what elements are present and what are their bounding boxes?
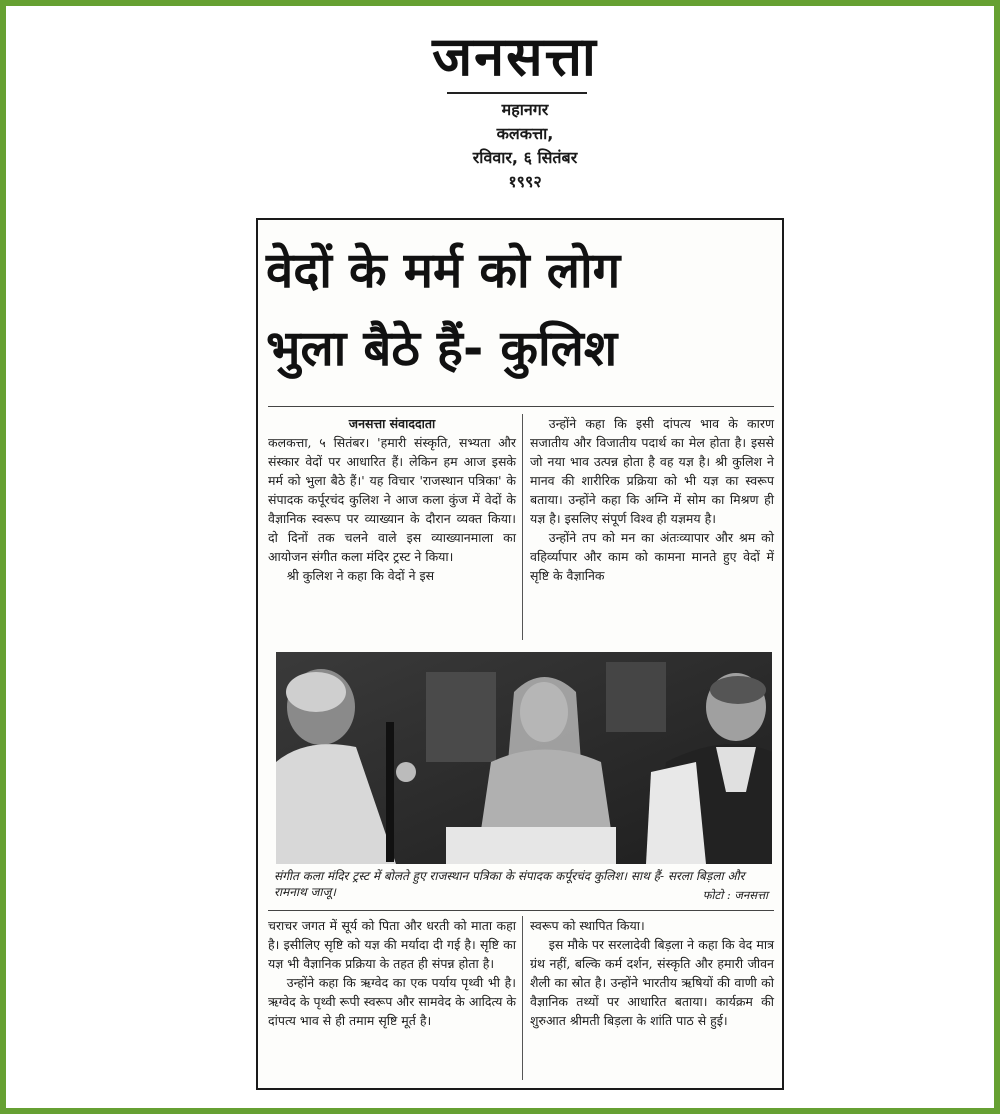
masthead-title: जनसत्ता [432,25,598,88]
dateline-city: कलकत्ता, [496,124,554,143]
headline-divider [268,406,774,407]
headline-line-2: भुला बैठे हैं- कुलिश [266,320,618,377]
photo-image [276,652,772,864]
paragraph: स्वरूप को स्थापित किया। [530,918,645,933]
dateline-section: महानगर [501,100,549,119]
column-bottom-right [530,916,774,1030]
article-clipping [256,218,784,1090]
dateline-year: १९९२ [508,172,542,191]
photo-caption: संगीत कला मंदिर ट्रस्ट में बोलते हुए राजस्थान पत्रिका के संपादक कर्पूरचंद कुलिश। साथ हैं- सरला बिड़ला और रामनाथ जाजू। [274,869,745,899]
paragraph: कलकत्ता, ५ सितंबर। 'हमारी संस्कृति, सभ्यता और संस्कार वेदों पर आधारित हैं। लेकिन हम आज इसके मर्म को भुला बैठे हैं।' यह विचार 'राजस्थान पत्रिका' के संपादक कर्पूरचंद कुलिश ने आज कला कुंज में वेदों के वैज्ञानिक स्वरूप पर व्याख्यान के दौरान व्यक्त किया। दो दिनों तक चलने वाले इस व्याख्यानमाला का आयोजन संगीत कला मंदिर ट्रस्ट ने किया। [268,435,516,564]
byline: जनसत्ता संवाददाता [348,416,436,431]
headline-line-1: वेदों के मर्म को लोग [266,242,621,299]
caption-divider [268,910,774,911]
article-headline [266,232,776,388]
masthead-rule [447,92,587,94]
article-photo [276,652,772,864]
dateline [430,98,620,194]
column-top-left [268,414,516,585]
dateline-date: रविवार, ६ सितंबर [472,148,578,167]
photo-credit: फोटो : जनसत्ता [702,888,768,902]
paragraph: उन्होंने कहा कि इसी दांपत्य भाव के कारण सजातीय और विजातीय पदार्थ का मेल होता है। इससे जो नया भाव उत्पन्न होता है वह यज्ञ है। श्री कुलिश ने मानव की शारीरिक प्रक्रिया को भी यज्ञ का स्वरूप बताया। उन्होंने कहा कि अग्नि में सोम का मिश्रण ही यज्ञ है। इसलिए संपूर्ण विश्व ही यज्ञमय है। [530,416,774,526]
column-divider [522,414,523,640]
paragraph: उन्होंने तप को मन का अंतःव्यापार और श्रम को वहिर्व्यापार और काम को कामना मानते हुए वेदों में सृष्टि के वैज्ञानिक [530,530,774,583]
column-top-right [530,414,774,585]
paragraph: उन्होंने कहा कि ऋग्वेद का एक पर्याय पृथ्वी भी है। ऋग्वेद के पृथ्वी रूपी स्वरूप और सामवेद के आदित्य के दांपत्य भाव से ही तमाम सृष्टि मूर्त है। [268,975,516,1028]
paragraph: इस मौके पर सरलादेवी बिड़ला ने कहा कि वेद मात्र ग्रंथ नहीं, बल्कि कर्म दर्शन, संस्कृति और हमारी जीवन शैली का स्रोत है। उन्होंने भारतीय ऋषियों की वाणी को वैज्ञानिक तथ्यों पर आधारित बताया। कार्यक्रम की शुरुआत श्रीमती बिड़ला के शांति पाठ से हुई। [530,937,774,1028]
newspaper-masthead [350,22,680,92]
paragraph: चराचर जगत में सूर्य को पिता और धरती को माता कहा है। इसीलिए सृष्टि को यज्ञ की मर्यादा दी गई है। सृष्टि का यज्ञ भी वैज्ञानिक प्रक्रिया के तहत ही संपन्न होता है। [268,918,516,971]
paragraph: श्री कुलिश ने कहा कि वेदों ने इस [286,568,435,583]
column-bottom-left [268,916,516,1030]
column-divider [522,916,523,1080]
